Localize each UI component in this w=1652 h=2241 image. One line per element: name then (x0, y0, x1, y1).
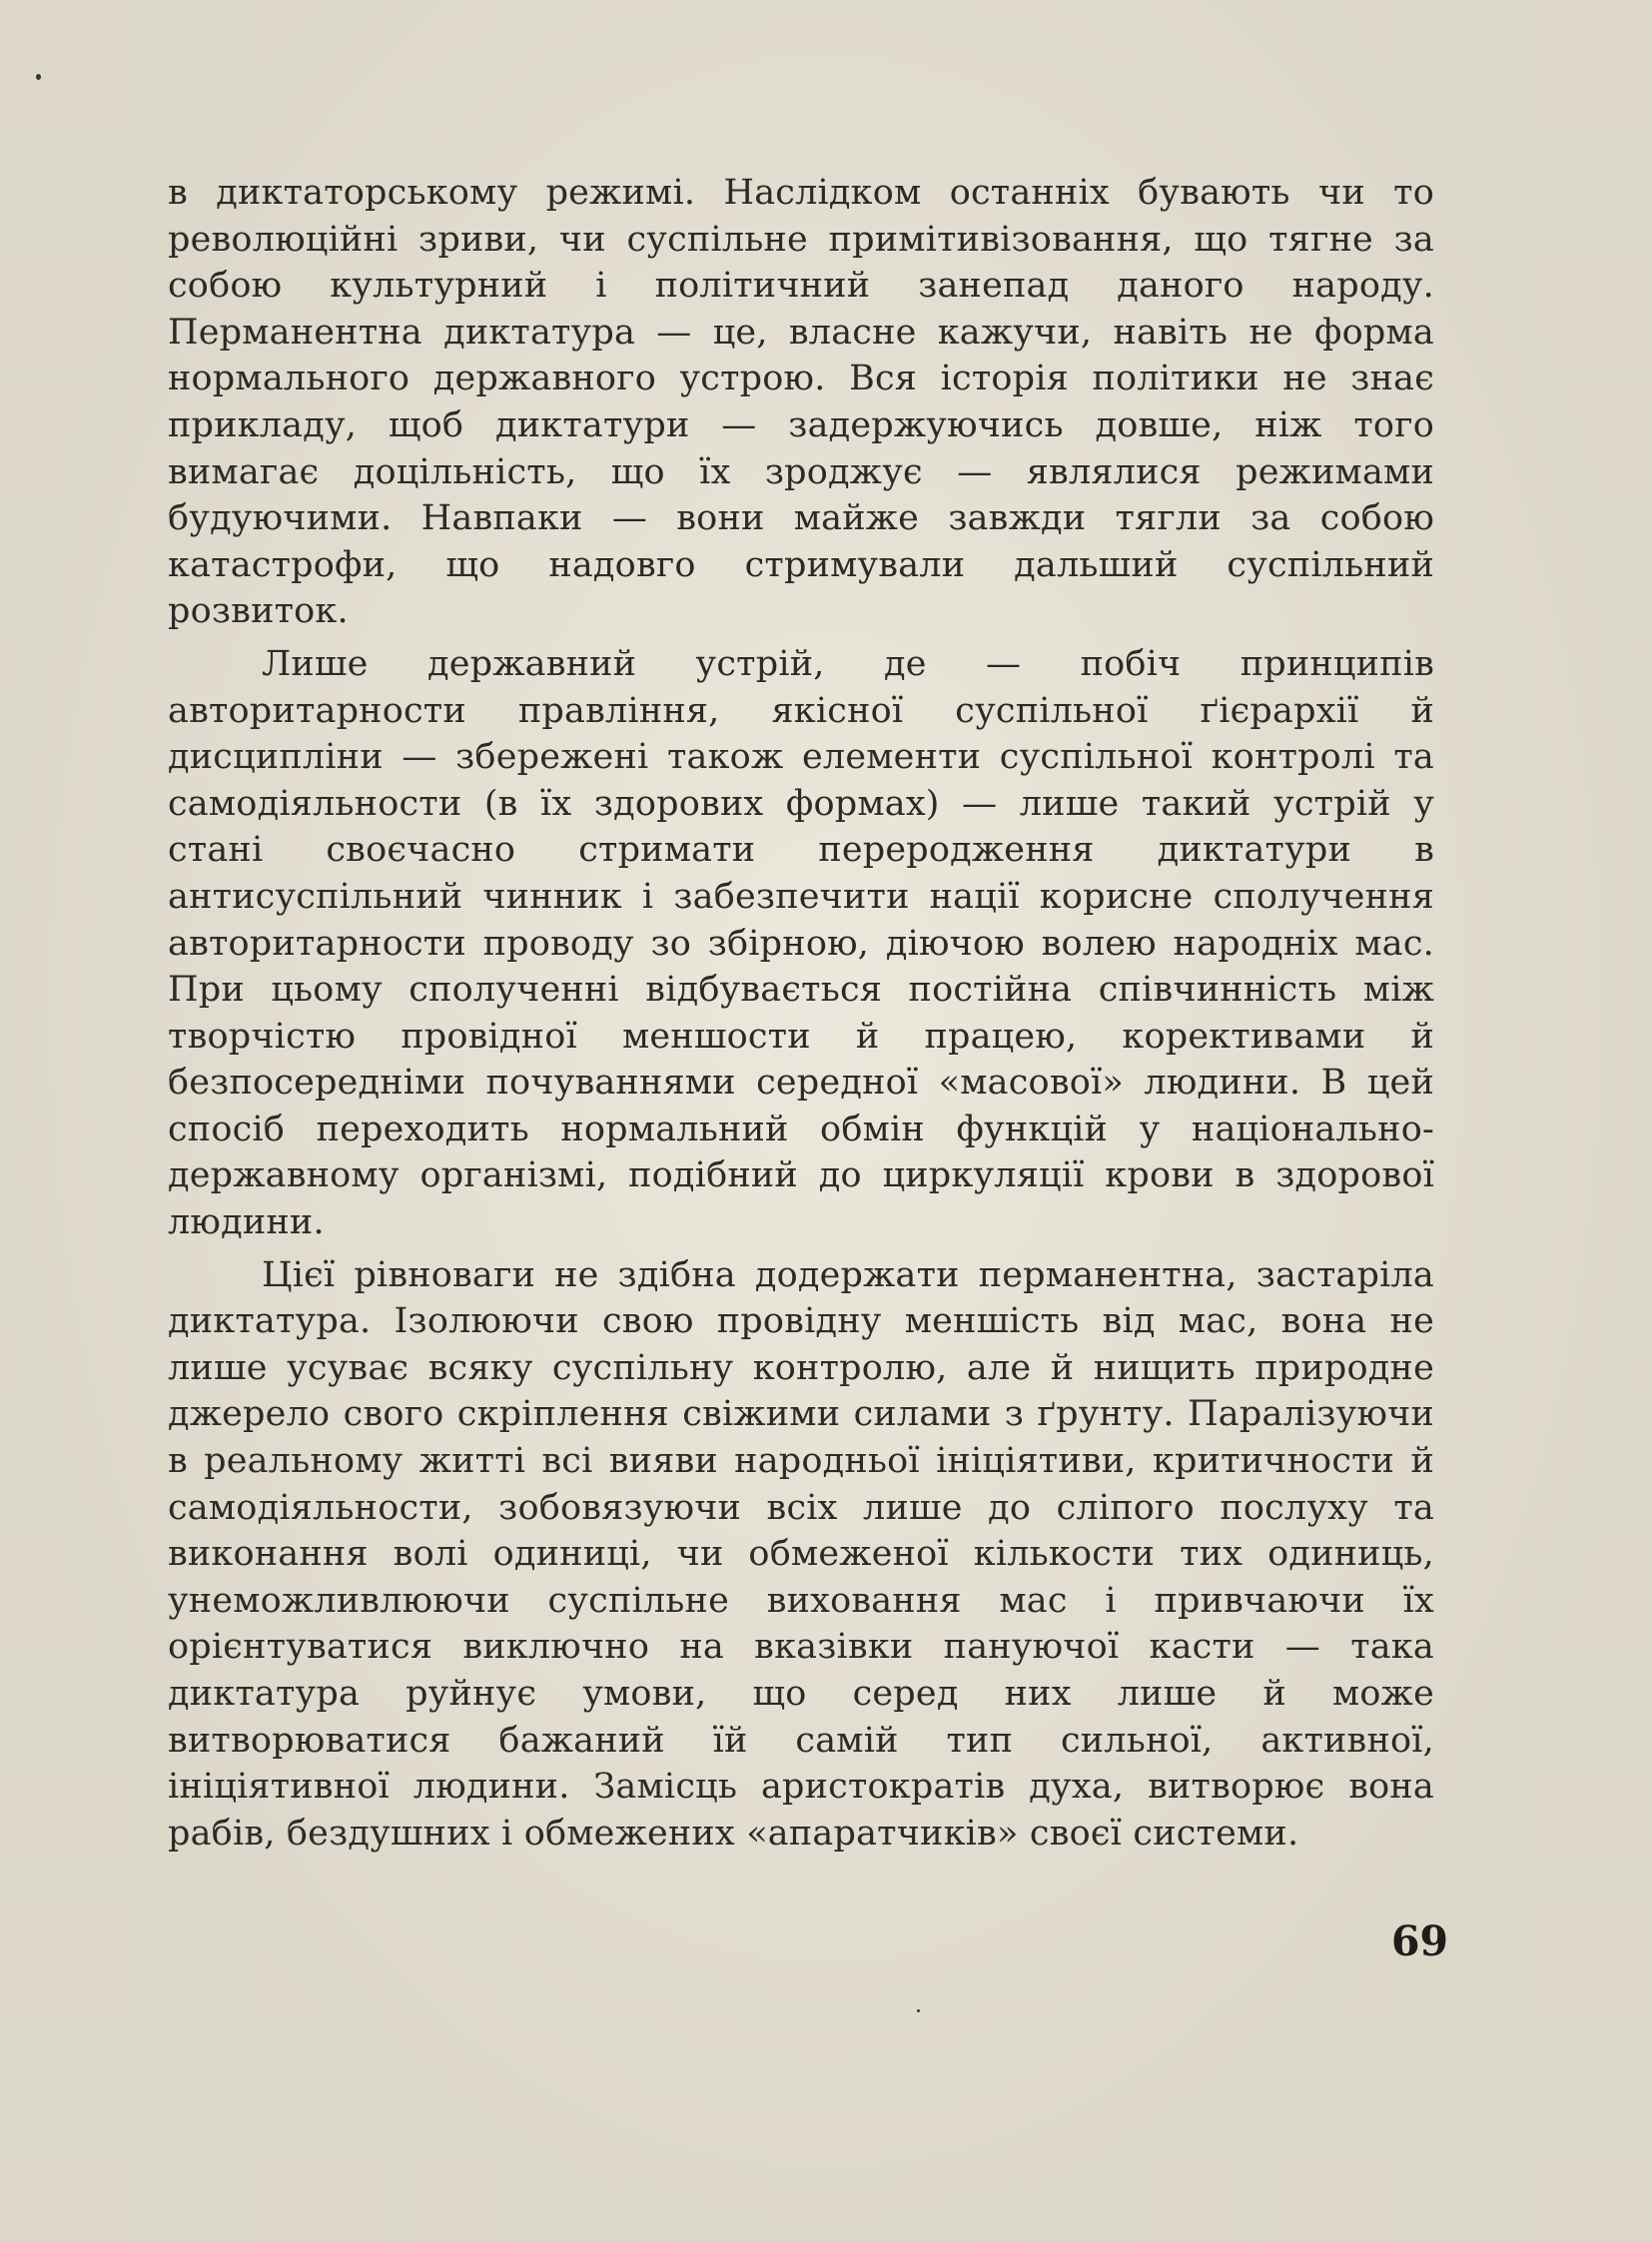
paragraph-1: в диктаторському режимі. Наслідком останніх бувають чи то революційні зриви, чи суспільне примітивізовання, що тягне за собою культурний і політичний занепад даного народу. Перманентна диктатура — це, власне кажучи, навіть не форма нормального державного устрою. Вся історія політики не знає прикладу, щоб диктатури — задержуючись довше, ніж того вимагає доцільність, що їх зроджує — являлися режимами будуючими. Навпаки — вони майже завжди тягли за собою катастрофи, що надовго стримували дальший суспільний розвиток. (168, 173, 1434, 632)
body-text (168, 170, 1434, 1857)
ink-speck (917, 2009, 920, 2012)
paragraph-2: Лише державний устрій, де — побіч принципів авторитарности правління, якісної суспільної ґієрархії й дисципліни — збережені також елементи суспільної контролі та самодіяльности (в їх здорових формах) — лише такий устрій у стані своєчасно стримати переродження диктатури в антисуспільний чинник і забезпечити нації корисне сполучення авторитарности проводу зо збірною, діючою волею народніх мас. При цьому сполученні відбувається постійна співчинність між творчістю провідної меншости й працею, корективами й безпосередніми почуваннями середної «масової» людини. В цей спосіб переходить нормальний обмін функцій у національно-державному організмі, подібний до циркуляції крови в здорової людини. (168, 643, 1434, 1243)
ink-speck (36, 74, 41, 80)
paragraph-3: Цієї рівноваги не здібна додержати перманентна, застаріла диктатура. Ізолюючи свою провідну меншість від мас, вона не лише усуває всяку суспільну контролю, але й нищить природне джерело свого скріплення свіжими силами з ґрунту. Паралізуючи в реальному житті всі вияви народньої ініціятиви, критичности й самодіяльности, зобовязуючи всіх лише до сліпого послуху та виконання волі одиниці, чи обмеженої кількости тих одиниць, унеможливлюючи суспільне виховання мас і привчаючи їх орієнтуватися виключно на вказівки пануючої касти — така диктатура руйнує умови, що серед них лише й може витворюватися бажаний їй самій тип сильної, активної, ініціятивної людини. Замісць аристократів духа, витворює вона рабів, бездушних і обмежених «апаратчиків» своєї системи. (168, 1254, 1434, 1854)
page-number: 69 (1390, 1917, 1448, 1965)
